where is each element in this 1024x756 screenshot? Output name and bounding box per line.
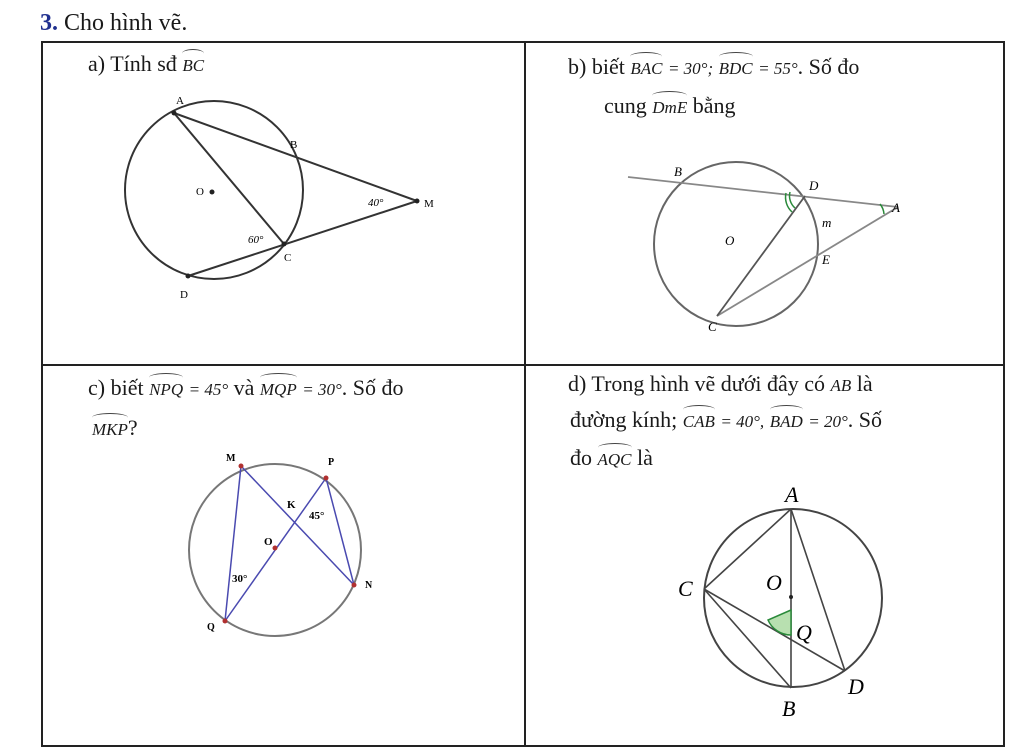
cell-d-line2-suffix: . Số bbox=[847, 407, 883, 432]
label-d-O: O bbox=[766, 570, 782, 595]
label-b-B: B bbox=[674, 164, 682, 179]
label-b-C: C bbox=[708, 319, 717, 334]
label-a-angle-c: 60° bbox=[248, 234, 264, 246]
cell-c-prefix: c) biết bbox=[88, 375, 144, 400]
label-b-A: A bbox=[892, 200, 900, 215]
cell-a-arc: BC bbox=[182, 52, 204, 80]
label-d-C: C bbox=[678, 576, 693, 601]
cell-d-eq2: = 20° bbox=[808, 412, 848, 431]
label-d-A: A bbox=[785, 482, 799, 507]
cell-c-eq1: = 45° bbox=[188, 380, 229, 399]
label-d-D: D bbox=[848, 674, 864, 699]
label-c-O: O bbox=[264, 536, 273, 548]
label-a-D: D bbox=[180, 289, 188, 301]
cell-d-line2-prefix: đường kính; bbox=[570, 407, 678, 432]
cell-b-eq1: = 30°; bbox=[667, 59, 714, 78]
cell-c-given2: MQP bbox=[260, 376, 297, 404]
cell-b-given2: BDC bbox=[719, 55, 753, 83]
cell-a-prefix: a) Tính sđ bbox=[88, 51, 177, 76]
label-c-N: N bbox=[365, 580, 373, 591]
label-c-K: K bbox=[287, 499, 296, 511]
label-c-P: P bbox=[328, 457, 335, 468]
cell-b-arc: DmE bbox=[652, 94, 687, 122]
cell-b-line2-prefix: cung bbox=[604, 93, 647, 118]
cell-c-suffix: . Số đo bbox=[341, 375, 404, 400]
label-c-M: M bbox=[226, 453, 236, 464]
cell-d-line3-prefix: đo bbox=[570, 445, 592, 470]
label-b-E: E bbox=[822, 252, 830, 267]
cell-d-eq1: = 40°, bbox=[720, 412, 765, 431]
cell-c-question-mark: ? bbox=[127, 415, 138, 440]
cell-b-eq2: = 55° bbox=[758, 59, 798, 78]
cell-b-line2-suffix: bằng bbox=[692, 93, 736, 118]
label-c-angle-p: 45° bbox=[309, 510, 325, 522]
cell-b-prefix: b) biết bbox=[568, 54, 625, 79]
label-a-B: B bbox=[290, 139, 298, 151]
cell-d-line3-suffix: là bbox=[637, 445, 653, 470]
cell-d-line1-prefix: d) Trong hình vẽ dưới đây có bbox=[568, 371, 825, 396]
label-d-B: B bbox=[782, 696, 796, 721]
label-d-Q: Q bbox=[796, 620, 812, 645]
label-c-angle-q: 30° bbox=[232, 573, 248, 585]
label-b-O: O bbox=[725, 233, 735, 248]
label-a-A: A bbox=[176, 95, 184, 107]
cell-c-eq2: = 30° bbox=[302, 380, 342, 399]
cell-c-arc: MKP bbox=[92, 416, 128, 444]
cell-d-line1-suffix: là bbox=[856, 371, 873, 396]
label-b-m: m bbox=[822, 215, 832, 230]
cell-d-diameter: AB bbox=[830, 376, 852, 395]
label-b-D: D bbox=[809, 178, 819, 193]
exercise-heading: Cho hình vẽ. bbox=[64, 10, 188, 36]
cell-b-given1: BAC bbox=[630, 55, 662, 83]
label-a-O: O bbox=[196, 186, 204, 198]
cell-c-given1: NPQ bbox=[149, 376, 183, 404]
label-a-angle-m: 40° bbox=[368, 197, 384, 209]
label-c-Q: Q bbox=[207, 622, 215, 633]
cell-d-given1: CAB bbox=[683, 408, 715, 436]
label-a-C: C bbox=[284, 252, 292, 264]
cell-d-arc: AQC bbox=[598, 446, 632, 474]
cell-d-given2: BAD bbox=[770, 408, 803, 436]
label-a-M: M bbox=[424, 198, 434, 210]
exercise-number: 3. bbox=[40, 10, 58, 36]
cell-b-suffix: . Số đo bbox=[797, 54, 860, 79]
cell-c-and: và bbox=[233, 375, 255, 400]
